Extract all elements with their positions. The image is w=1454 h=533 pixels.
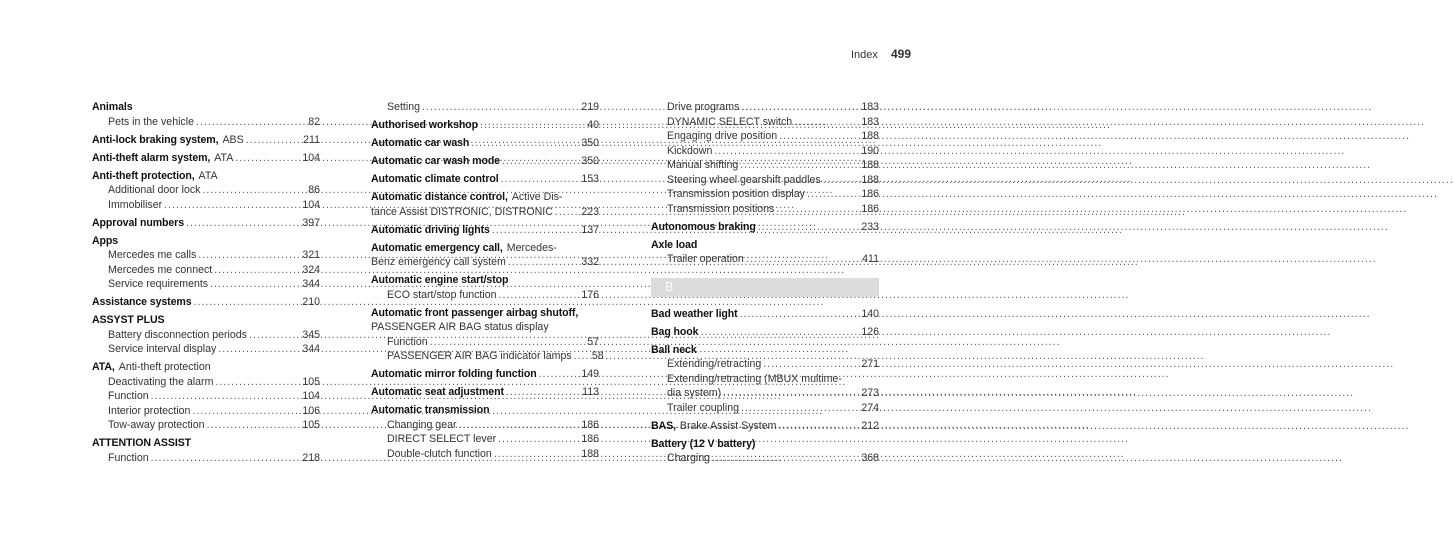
leader-dots <box>494 447 575 462</box>
term-qualifier: Active Dis- <box>511 191 563 203</box>
page-reference[interactable]: 344 <box>302 343 320 355</box>
leader-dots <box>471 136 575 151</box>
index-entry <box>371 172 599 187</box>
leader-dots <box>741 401 855 416</box>
leader-dots <box>214 263 296 278</box>
subentry-line <box>651 187 879 202</box>
page-reference[interactable]: 219 <box>581 101 599 113</box>
page-reference[interactable]: 86 <box>308 184 320 196</box>
index-entry <box>371 403 599 461</box>
subentry-line <box>651 372 879 387</box>
entry-line <box>92 436 320 451</box>
leader-dots <box>235 151 296 166</box>
subentry-line <box>92 375 320 390</box>
subentry-line <box>651 357 879 372</box>
subentry-line <box>92 248 320 263</box>
entry-line <box>371 172 599 187</box>
index-term[interactable]: Ball neck <box>651 343 697 356</box>
page-reference[interactable]: 40 <box>587 119 599 131</box>
page-reference[interactable]: 58 <box>591 350 604 362</box>
leader-dots <box>480 118 575 133</box>
leader-dots <box>502 154 575 169</box>
leader-dots <box>714 144 855 159</box>
index-entry <box>651 343 879 416</box>
index-entry <box>371 273 599 302</box>
index-term[interactable]: Apps <box>92 234 119 247</box>
subentry-line <box>371 432 599 447</box>
index-term[interactable]: Automatic seat adjustment <box>371 386 504 398</box>
subentry-text[interactable]: Interior protection <box>108 404 191 417</box>
subentry-line <box>651 202 879 217</box>
index-entry <box>92 360 320 433</box>
subentry-line <box>651 401 879 416</box>
index-term[interactable]: Battery (12 V battery) <box>651 437 756 450</box>
leader-dots <box>430 335 575 350</box>
index-entry <box>92 169 320 213</box>
index-entry <box>651 100 879 216</box>
page-reference[interactable]: 104 <box>302 151 320 164</box>
subentry-line <box>651 252 879 267</box>
subentry-text[interactable]: Extending/retracting <box>667 358 762 370</box>
leader-dots <box>740 307 855 322</box>
entry-line <box>92 151 320 166</box>
subentry-line <box>92 115 320 130</box>
index-term[interactable]: Anti-theft protection, <box>92 169 195 182</box>
leader-dots <box>508 255 575 270</box>
subentry-line <box>651 115 879 130</box>
entry-continuation <box>371 320 599 335</box>
subentry-line <box>92 451 320 466</box>
subentry-line <box>92 198 320 213</box>
subentry-text[interactable]: Double-clutch function <box>387 447 492 460</box>
page-reference[interactable]: 344 <box>302 278 320 290</box>
entry-line <box>92 100 320 115</box>
entry-line <box>651 325 879 340</box>
entry-line <box>371 118 599 133</box>
subentry-line <box>651 451 879 466</box>
entry-line <box>371 367 599 382</box>
subentry-text[interactable]: Drive programs <box>667 101 740 113</box>
subentry-text[interactable]: Additional door lock <box>108 184 201 196</box>
page-reference[interactable]: 190 <box>861 144 879 157</box>
subentry-text[interactable]: DYNAMIC SELECT switch <box>667 115 793 128</box>
page-reference[interactable]: 233 <box>861 220 879 233</box>
index-term[interactable]: Automatic engine start/stop <box>371 274 509 286</box>
entry-line <box>651 238 879 253</box>
index-term[interactable]: Automatic driving lights <box>371 223 490 236</box>
page-reference[interactable]: 274 <box>861 401 879 414</box>
subentry-text[interactable]: Trailer operation <box>667 253 744 265</box>
leader-dots <box>539 367 575 382</box>
page-reference[interactable]: 183 <box>861 101 879 113</box>
page-reference[interactable]: 324 <box>302 263 320 276</box>
page-reference[interactable]: 368 <box>861 452 879 464</box>
term-qualifier: Mercedes- <box>506 241 557 254</box>
leader-dots <box>151 389 296 404</box>
index-term[interactable]: Bag hook <box>651 325 699 338</box>
continuation-text: PASSENGER AIR BAG status display <box>371 321 549 333</box>
continuation-text: Benz emergency call system <box>371 256 506 268</box>
subentry-text[interactable]: Mercedes me connect <box>108 263 213 276</box>
index-entry <box>371 367 599 382</box>
page-reference[interactable]: 223 <box>581 205 599 218</box>
index-term[interactable]: Automatic front passenger airbag shutoff, <box>371 306 579 319</box>
subentry-line <box>371 288 599 303</box>
index-term[interactable]: ASSYST PLUS <box>92 314 165 326</box>
subentry-text[interactable]: Transmission positions <box>667 202 775 215</box>
index-entry <box>92 436 320 465</box>
page-reference[interactable]: 188 <box>861 173 879 186</box>
subentry-line <box>651 158 879 173</box>
index-term[interactable]: Autonomous braking <box>651 220 756 233</box>
page-reference[interactable]: 186 <box>581 433 599 445</box>
continuation-text: tance Assist DISTRONIC, DISTRONIC <box>371 205 553 218</box>
index-entry <box>371 385 599 400</box>
subentry-text[interactable]: Immobiliser <box>108 198 163 211</box>
index-entry <box>92 100 320 129</box>
subentry-text[interactable]: PASSENGER AIR BAG indicator lamps <box>387 350 572 362</box>
subentry-text[interactable]: Mercedes me calls <box>108 249 197 261</box>
index-term[interactable]: Automatic climate control <box>371 173 499 185</box>
index-column-1 <box>92 100 320 469</box>
page-reference[interactable]: 106 <box>302 404 320 417</box>
leader-dots <box>192 404 296 419</box>
page-number: 499 <box>890 47 911 61</box>
subentry-text[interactable]: Function <box>387 335 428 348</box>
subentry-line <box>92 404 320 419</box>
subentry-text[interactable]: Tow-away protection <box>108 419 205 431</box>
index-entry <box>92 133 320 148</box>
leader-dots <box>712 451 855 466</box>
leader-dots <box>207 418 296 433</box>
leader-dots <box>794 115 855 130</box>
entry-continuation <box>371 255 599 270</box>
leader-dots <box>499 288 575 303</box>
page-reference[interactable]: 218 <box>302 451 320 464</box>
index-entry <box>92 216 320 231</box>
subentry-text[interactable]: Deactivating the alarm <box>108 375 214 388</box>
index-term[interactable]: Automatic distance control, <box>371 191 508 203</box>
leader-dots <box>758 220 855 235</box>
page-reference[interactable]: 271 <box>861 358 879 370</box>
entry-line <box>92 313 320 328</box>
page-reference[interactable]: 397 <box>302 216 320 229</box>
leader-dots <box>498 432 575 447</box>
leader-dots <box>215 375 296 390</box>
index-entry <box>371 118 599 133</box>
leader-dots <box>740 158 855 173</box>
page-reference[interactable]: 82 <box>308 115 320 128</box>
subentry-line <box>371 447 599 462</box>
page-reference[interactable]: 321 <box>302 249 320 261</box>
index-term[interactable]: Automatic mirror folding function <box>371 368 537 380</box>
leader-dots <box>823 173 855 188</box>
entry-line <box>92 295 320 310</box>
leader-dots <box>151 451 296 466</box>
leader-dots <box>723 386 855 401</box>
page-reference[interactable]: 126 <box>861 325 879 338</box>
leader-dots <box>574 349 580 364</box>
index-entry <box>651 307 879 322</box>
leader-dots <box>492 223 575 238</box>
page-reference[interactable]: 411 <box>862 253 879 265</box>
subentry-text[interactable]: Steering wheel gearshift paddles <box>667 173 821 186</box>
entry-line <box>651 220 879 235</box>
index-entry <box>651 325 879 340</box>
index-term[interactable]: BAS, <box>651 419 676 432</box>
index-term[interactable]: Axle load <box>651 238 698 251</box>
subentry-line <box>651 100 879 115</box>
page-header <box>851 47 911 61</box>
term-qualifier: ABS <box>222 133 244 146</box>
entry-line <box>92 216 320 231</box>
leader-dots <box>506 385 575 400</box>
term-qualifier: Brake Assist System <box>679 419 777 432</box>
leader-dots <box>186 216 296 231</box>
page-reference[interactable]: 140 <box>861 307 879 320</box>
index-entry <box>651 220 879 235</box>
page-reference[interactable]: 188 <box>581 447 599 460</box>
leader-dots <box>459 418 575 433</box>
subentry-line <box>371 100 599 115</box>
subentry-text[interactable]: Service interval display <box>108 343 217 355</box>
index-entry <box>371 190 599 219</box>
page-reference[interactable]: 104 <box>302 390 320 402</box>
subentry-text[interactable]: Trailer coupling <box>667 401 740 414</box>
index-entry <box>92 234 320 292</box>
subentry-text[interactable]: DIRECT SELECT lever <box>387 433 497 445</box>
index-entry <box>371 136 599 151</box>
page-reference[interactable]: 104 <box>302 198 320 211</box>
page-reference[interactable]: 350 <box>581 155 599 167</box>
entry-line <box>92 234 320 249</box>
term-qualifier: ATA <box>198 169 218 182</box>
subentry-line <box>92 328 320 343</box>
page-reference[interactable]: 105 <box>302 375 320 388</box>
subentry-line <box>651 144 879 159</box>
index-term[interactable]: Assistance systems <box>92 296 192 308</box>
index-term[interactable]: Anti-lock braking system, <box>92 133 219 146</box>
entry-line <box>651 307 879 322</box>
subentry-text[interactable]: Extending/retracting (MBUX multime- <box>667 372 842 385</box>
page-reference[interactable]: 211 <box>303 133 320 146</box>
entry-line <box>371 306 599 321</box>
page-reference[interactable]: 212 <box>861 419 879 432</box>
subentry-line <box>371 335 599 350</box>
index-term[interactable]: Bad weather light <box>651 307 738 320</box>
subentry-line <box>92 418 320 433</box>
subentry-text[interactable]: Battery disconnection periods <box>108 328 247 341</box>
leader-dots <box>164 198 296 213</box>
leader-dots <box>700 325 855 340</box>
index-entry <box>371 154 599 169</box>
entry-line <box>92 360 320 375</box>
leader-dots <box>202 183 296 198</box>
page-reference[interactable]: 176 <box>581 288 599 301</box>
entry-line <box>371 403 599 418</box>
term-qualifier: Anti-theft protection <box>118 361 211 373</box>
index-column-3 <box>651 100 879 469</box>
continuation-text: dia system) <box>667 387 722 399</box>
subentry-line <box>92 342 320 357</box>
page-reference[interactable]: 188 <box>861 130 879 142</box>
leader-dots <box>807 187 855 202</box>
entry-line <box>371 190 599 205</box>
page-reference[interactable]: 345 <box>302 328 320 341</box>
entry-line <box>371 273 599 288</box>
subentry-text[interactable]: Function <box>108 451 149 464</box>
entry-continuation <box>371 205 599 220</box>
page-reference[interactable]: 113 <box>582 386 599 398</box>
leader-dots <box>196 115 296 130</box>
index-column-2 <box>371 100 604 465</box>
entry-line <box>371 136 599 151</box>
leader-dots <box>210 277 296 292</box>
leader-dots <box>249 328 296 343</box>
page-reference[interactable]: 105 <box>302 419 320 431</box>
page-reference[interactable]: 183 <box>861 115 879 128</box>
entry-line <box>371 154 599 169</box>
entry-line <box>371 223 599 238</box>
leader-dots <box>778 419 855 434</box>
leader-dots <box>198 248 296 263</box>
subentry-line <box>371 349 604 364</box>
header-label: Index <box>850 49 878 61</box>
index-term[interactable]: ATTENTION ASSIST <box>92 437 192 449</box>
section-heading: B <box>651 278 879 297</box>
index-entry <box>92 295 320 310</box>
entry-line <box>92 133 320 148</box>
page-reference[interactable]: 210 <box>302 296 320 308</box>
page-reference[interactable]: 137 <box>581 223 599 236</box>
index-term[interactable]: Animals <box>92 101 133 113</box>
index-term[interactable]: Approval numbers <box>92 216 184 229</box>
leader-dots <box>194 295 297 310</box>
index-entry <box>651 419 879 434</box>
subentry-text[interactable]: Manual shifting <box>667 159 739 171</box>
page-reference[interactable]: 332 <box>581 256 599 268</box>
page-reference[interactable]: 273 <box>861 387 879 399</box>
subentry-line <box>92 183 320 198</box>
page-reference[interactable]: 350 <box>581 137 599 149</box>
leader-dots <box>776 202 855 217</box>
term-qualifier: ATA <box>214 151 234 164</box>
entry-line <box>371 385 599 400</box>
entry-line <box>651 343 879 358</box>
leader-dots <box>246 133 296 148</box>
leader-dots <box>746 252 855 267</box>
subentry-text[interactable]: Engaging drive position <box>667 130 778 142</box>
subentry-line <box>92 263 320 278</box>
leader-dots <box>422 100 575 115</box>
page-reference[interactable]: 153 <box>581 173 599 185</box>
subentry-text[interactable]: Charging <box>667 452 710 464</box>
page-reference[interactable]: 149 <box>581 368 599 380</box>
subentry-line <box>371 418 599 433</box>
index-entry <box>651 238 879 267</box>
subentry-text[interactable]: Service requirements <box>108 278 209 290</box>
leader-dots <box>763 357 855 372</box>
subentry-line <box>92 277 320 292</box>
index-entry <box>651 437 879 466</box>
subentry-text[interactable]: Transmission position display <box>667 188 805 200</box>
leader-dots <box>501 172 575 187</box>
index-term[interactable]: Automatic transmission <box>371 404 490 416</box>
index-entry <box>92 313 320 357</box>
index-entry <box>371 223 599 238</box>
subentry-line <box>651 129 879 144</box>
page-reference[interactable]: 57 <box>587 335 599 348</box>
subentry-text[interactable]: Function <box>108 390 149 402</box>
page-reference[interactable]: 186 <box>861 202 879 215</box>
subentry-continuation <box>651 386 879 401</box>
index-term[interactable]: ATA, <box>92 361 115 373</box>
index-term[interactable]: Automatic car wash <box>371 137 470 149</box>
entry-line <box>651 437 879 452</box>
entry-line <box>651 419 879 434</box>
index-term[interactable]: Automatic car wash mode <box>371 155 500 167</box>
index-entry <box>371 241 599 270</box>
entry-line <box>371 241 599 256</box>
subentry-text[interactable]: ECO start/stop function <box>387 288 497 301</box>
subentry-text[interactable]: Kickdown <box>667 144 713 157</box>
page-reference[interactable]: 186 <box>861 188 879 200</box>
page-reference[interactable]: 188 <box>861 159 879 171</box>
index-term[interactable]: Automatic emergency call, <box>371 241 503 254</box>
index-entry <box>371 306 604 364</box>
subentry-line <box>92 389 320 404</box>
subentry-text[interactable]: Pets in the vehicle <box>108 115 194 128</box>
index-entry <box>371 100 599 115</box>
index-entry <box>92 151 320 166</box>
leader-dots <box>741 100 855 115</box>
index-term[interactable]: Anti-theft alarm system, <box>92 151 211 164</box>
page-reference[interactable]: 186 <box>581 418 599 431</box>
subentry-text[interactable]: Setting <box>387 101 420 113</box>
subentry-text[interactable]: Changing gear <box>387 418 457 431</box>
leader-dots <box>218 342 296 357</box>
leader-dots <box>555 205 575 220</box>
subentry-line <box>651 173 879 188</box>
entry-line <box>92 169 320 184</box>
leader-dots <box>779 129 855 144</box>
index-term[interactable]: Authorised workshop <box>371 119 478 131</box>
